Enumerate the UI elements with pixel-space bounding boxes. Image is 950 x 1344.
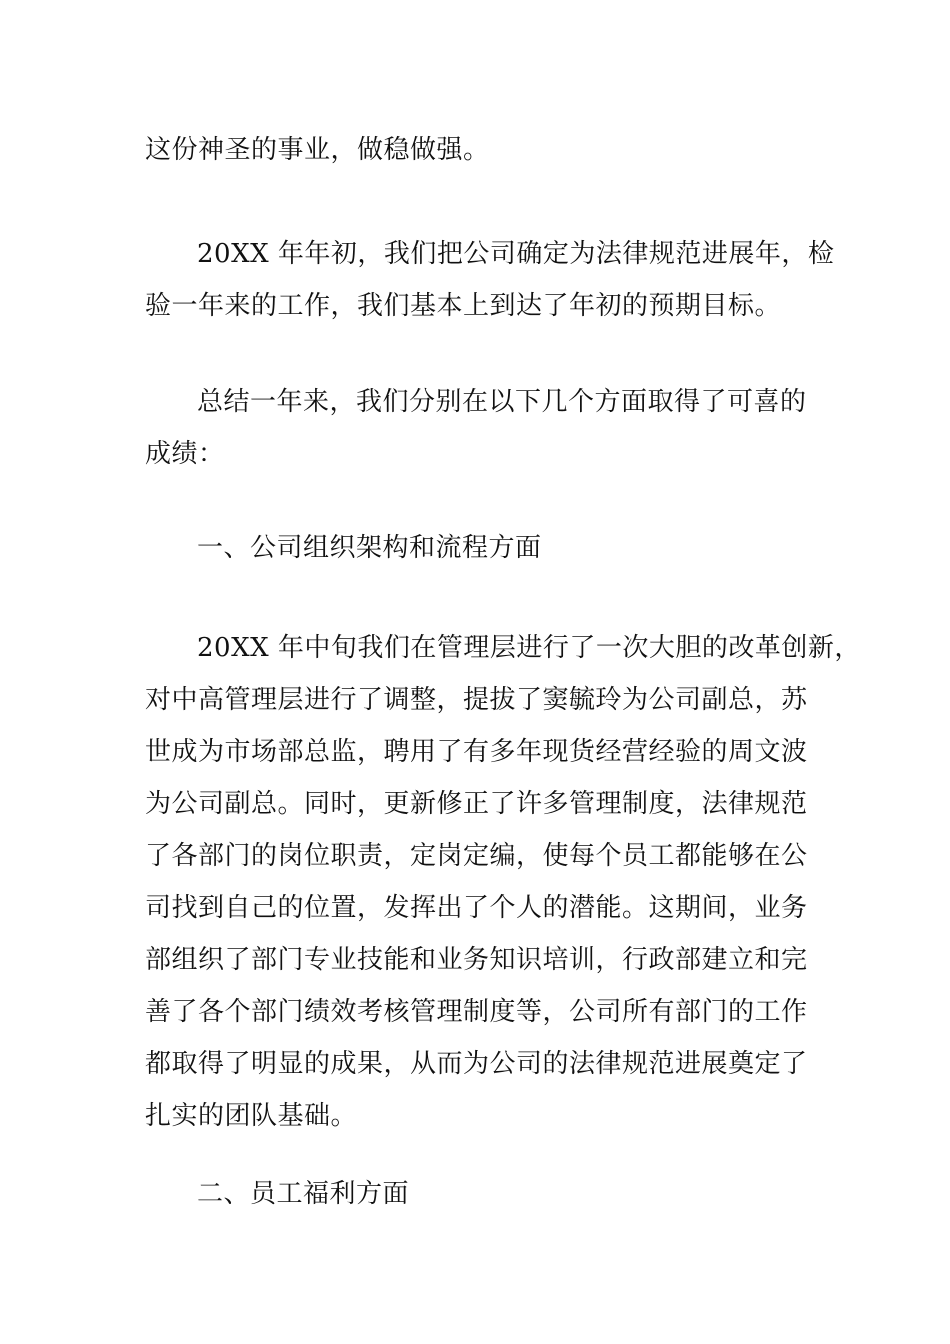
text-line: 了各部门的岗位职责，定岗定编，使每个员工都能够在公: [145, 841, 808, 871]
paragraph-organization-details: [145, 622, 861, 1142]
text-line: 20XX 年中旬我们在管理层进行了一次大胆的改革创新，: [197, 633, 861, 663]
text-line: 扎实的团队基础。: [145, 1101, 358, 1131]
paragraph-year-goal: [145, 228, 835, 332]
paragraph-continuation: [145, 124, 835, 176]
text-line: 司找到自己的位置，发挥出了个人的潜能。这期间，业务: [145, 893, 808, 923]
section-heading-organization: [145, 522, 835, 574]
text-line: 总结一年来，我们分别在以下几个方面取得了可喜的: [197, 387, 807, 417]
text-line: 为公司副总。同时，更新修正了许多管理制度，法律规范: [145, 789, 808, 819]
text-line: 成绩：: [145, 439, 225, 469]
text-line: 验一年来的工作，我们基本上到达了年初的预期目标。: [145, 291, 782, 321]
text-line: 世成为市场部总监，聘用了有多年现货经营经验的周文波: [145, 737, 808, 767]
text-line: 对中高管理层进行了调整，提拔了窦毓玲为公司副总，苏: [145, 685, 808, 715]
text-line: 部组织了部门专业技能和业务知识培训，行政部建立和完: [145, 945, 808, 975]
text-line: 善了各个部门绩效考核管理制度等，公司所有部门的工作: [145, 997, 808, 1027]
text-line: 20XX 年年初，我们把公司确定为法律规范进展年，检: [197, 239, 835, 269]
text-line: 都取得了明显的成果，从而为公司的法律规范进展奠定了: [145, 1049, 808, 1079]
heading-text: 二、员工福利方面: [197, 1179, 410, 1209]
section-heading-employee-welfare: [145, 1168, 835, 1220]
heading-text: 一、公司组织架构和流程方面: [197, 533, 542, 563]
text-line: 这份神圣的事业，做稳做强。: [145, 135, 490, 165]
paragraph-summary: [145, 376, 835, 480]
